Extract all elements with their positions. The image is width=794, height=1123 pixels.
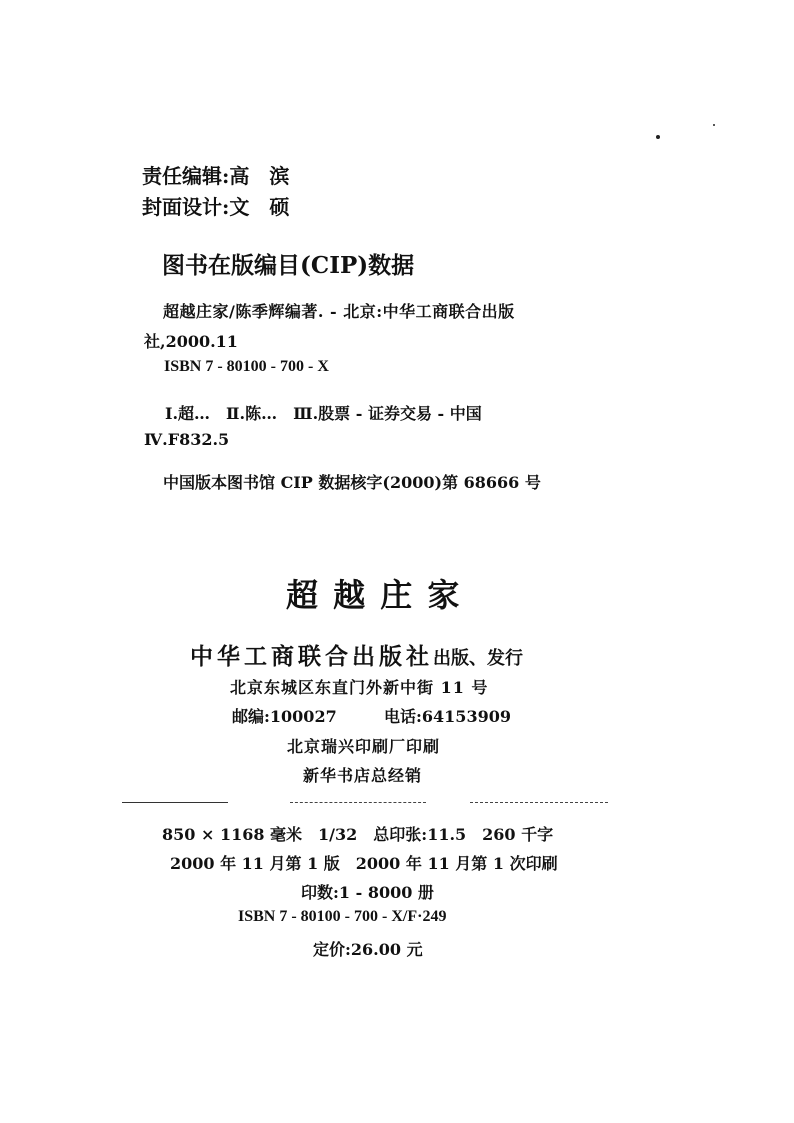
- phone: 电话:64153909: [384, 707, 511, 726]
- divider-rule-middle: [290, 802, 426, 803]
- price: 定价:26.00 元: [313, 940, 423, 959]
- divider-rule-right: [470, 802, 608, 803]
- scan-speck: [713, 124, 715, 126]
- book-title: 超 越 庄 家: [286, 576, 462, 614]
- cip-isbn: ISBN 7 - 80100 - 700 - X: [164, 358, 329, 375]
- cip-classification-1: Ⅰ.超… Ⅱ.陈… Ⅲ.股票 - 证券交易 - 中国: [165, 404, 482, 423]
- publisher-suffix: 出版、发行: [433, 648, 523, 669]
- book-format: 850 × 1168 毫米 1/32 总印张:11.5 260 千字: [162, 825, 554, 844]
- publisher-address: 北京东城区东直门外新中街 11 号: [230, 678, 489, 697]
- publisher-line: [190, 638, 523, 671]
- full-isbn: ISBN 7 - 80100 - 700 - X/F·249: [238, 908, 447, 925]
- edition-info: 2000 年 11 月第 1 版 2000 年 11 月第 1 次印刷: [170, 854, 558, 873]
- scan-speck: [656, 135, 660, 139]
- cip-line-1: 超越庄家/陈季辉编著. - 北京:中华工商联合出版: [163, 302, 515, 321]
- publisher-name: 中华工商联合出版社: [190, 643, 433, 670]
- cip-heading: 图书在版编目(CIP)数据: [162, 252, 415, 279]
- distributor: 新华书店总经销: [303, 766, 423, 785]
- cover-design-credit: 封面设计:文 硕: [142, 195, 290, 219]
- postcode: 邮编:100027: [232, 707, 337, 726]
- cip-classification-2: Ⅳ.F832.5: [144, 430, 230, 449]
- printer: 北京瑞兴印刷厂印刷: [287, 737, 441, 756]
- editor-credit: 责任编辑:高 滨: [142, 164, 290, 188]
- print-run: 印数:1 - 8000 册: [301, 883, 434, 902]
- cip-line-2: 社,2000.11: [144, 332, 238, 351]
- divider-rule-left: [122, 802, 228, 803]
- cip-core-number: 中国版本图书馆 CIP 数据核字(2000)第 68666 号: [163, 473, 541, 492]
